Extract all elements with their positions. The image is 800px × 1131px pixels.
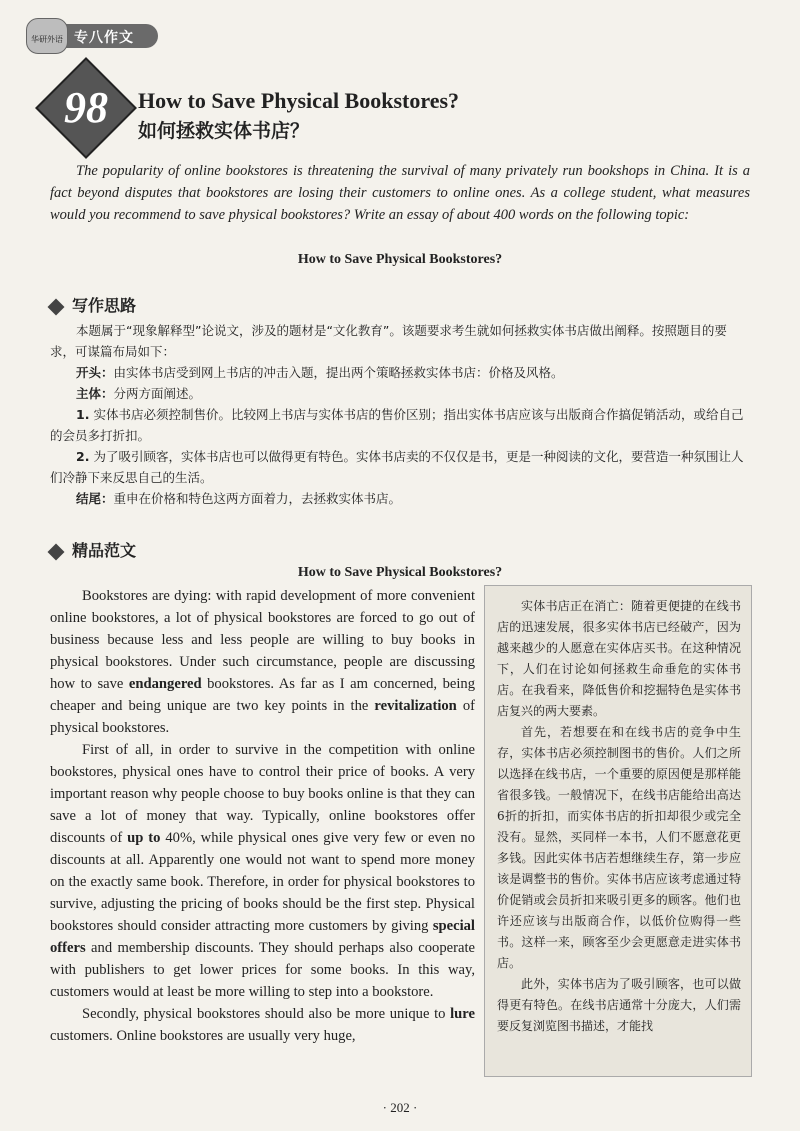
translation-text [485, 586, 751, 1037]
opening-label: 开头： [76, 365, 114, 380]
thinking-point-2 [50, 446, 750, 488]
body-text: 分两方面阐述。 [113, 386, 202, 401]
thinking-ending [50, 488, 750, 509]
thinking-body [50, 383, 750, 404]
essay-text: customers. Online bookstores are usually very huge, [50, 1028, 356, 1044]
thinking-point-1 [50, 404, 750, 446]
point1-text: 实体书店必须控制售价。比较网上书店与实体书店的售价区别；指出实体书店应该与出版商合作搞促销活动，或给自己的会员多打折扣。 [50, 407, 744, 443]
thinking-intro: 本题属于“现象解释型”论说文，涉及的题材是“文化教育”。该题要求考生就如何拯救实体书店做出阐释。按照题目的要求，可谋篇布局如下： [50, 323, 727, 359]
diamond-bullet-icon [48, 543, 65, 560]
sample-heading-text: 精品范文 [72, 541, 137, 560]
essay-prompt: The popularity of online bookstores is threatening the survival of many privately run bookshops in China. It is a fact beyond disputes that bookstores are losing their customers to online ones. As a college student, what measures would you recommend to save physical bookstores? Write an essay of about 400 words on the following topic: [50, 163, 750, 223]
vocab-highlight: up to [127, 830, 161, 846]
essay-body [50, 585, 475, 1047]
page-number: · 202 · [382, 1100, 418, 1115]
essay-paragraph-1 [50, 585, 475, 739]
thinking-section [50, 320, 750, 509]
vocab-highlight: lure [450, 1006, 475, 1022]
category-tag [30, 24, 158, 48]
essay-text: of physical bookstores. [50, 698, 475, 736]
essay-text: 40%, while physical ones give very few or even no discounts at all. Apparently one would not want to spend more money on the exactly same book. Therefore, in order for physical bookstores to survive, adjusting the pricing of books should be the first step. Physical bookstores should consider attracting more customers by giving [50, 830, 475, 934]
essay-title: How to Save Physical Bookstores? [297, 565, 503, 580]
translation-paragraph-1: 实体书店正在消亡：随着更便捷的在线书店的迅速发展，很多实体书店已经破产，因为越来越少的人愿意在实体店买书。在这种情况下，人们在讨论如何拯救生命垂危的实体书店。在我看来，降低售价和挖掘特色是实体书店复兴的两大要素。 [497, 599, 741, 718]
topic-number: 98 [64, 83, 108, 132]
essay-text: First of all, in order to survive in the competition with online bookstores, physical ones have to control their price of books. A very important reason why people choose to buy books online is that they can save a lot of money that way. Typically, online bookstores offer discounts of [50, 742, 475, 846]
translation-paragraph-2: 首先，若想要在和在线书店的竞争中生存，实体书店必须控制图书的售价。人们之所以选择在线书店，一个重要的原因便是那样能省很多钱。一般情况下，在线书店能给出高达6折的折扣，而实体书店的折扣却很少或完全没有。显然，买同样一本书，人们不愿意花更多钱。因此实体书店若想继续生存，第一步应该是调整书的售价。实体书店应该考虑通过特价促销或会员折扣来吸引更多的顾客。他们也许还应该与出版商合作，以低价位购得一些书。这样一来，顾客至少会更愿意走进实体书店。 [497, 725, 741, 970]
body-label: 主体： [76, 386, 114, 401]
ending-text: 重申在价格和特色这两方面着力，去拯救实体书店。 [113, 491, 402, 506]
essay-text: Secondly, physical bookstores should also be more unique to [82, 1006, 451, 1022]
essay-text: bookstores. As far as I am concerned, being cheaper and being unique are two key points in the [50, 676, 475, 714]
topic-title-zh: 如何拯救实体书店？ [138, 120, 310, 142]
vocab-highlight: revitalization [374, 698, 457, 714]
point1-label: 1. [76, 407, 90, 422]
thinking-heading-text: 写作思路 [72, 296, 137, 315]
publisher-logo [26, 18, 68, 54]
essay-text: and membership discounts. They should perhaps also cooperate with publishers to get lower prices for some books. In this way, customers would at least be more willing to step into a bookstore. [50, 940, 475, 1000]
translation-paragraph-3: 此外，实体书店为了吸引顾客，也可以做得更有特色。在线书店通常十分庞大，人们需要反复浏览图书描述，才能找 [497, 977, 741, 1033]
point2-text: 为了吸引顾客，实体书店也可以做得更有特色。实体书店卖的不仅仅是书，更是一种阅读的文化，要营造一种氛围让人们冷静下来反思自己的生活。 [50, 449, 744, 485]
category-label: 专八作文 [74, 30, 134, 46]
essay-paragraph-2 [50, 739, 475, 1003]
vocab-highlight: endangered [128, 676, 202, 692]
thinking-opening [50, 362, 750, 383]
diamond-bullet-icon [48, 298, 65, 315]
essay-paragraph-3 [50, 1003, 475, 1047]
prompt-topic-title: How to Save Physical Bookstores? [297, 252, 503, 267]
opening-text: 由实体书店受到网上书店的冲击入题，提出两个策略拯救实体书店：价格及风格。 [113, 365, 564, 380]
point2-label: 2. [76, 449, 90, 464]
logo-text: 华研外语 [31, 35, 63, 44]
essay-text: Bookstores are dying: with rapid development of more convenient online bookstores, a lot of physical bookstores are forced to go out of business because less and less people are willing to buy books in physical bookstores. Under such circumstance, people are discussing how to save [50, 588, 475, 692]
vocab-highlight: special offers [50, 918, 475, 956]
ending-label: 结尾： [76, 491, 114, 506]
sample-heading [50, 538, 136, 561]
translation-box [484, 585, 752, 1077]
thinking-heading [50, 293, 136, 316]
topic-title-en: How to Save Physical Bookstores? [138, 88, 460, 113]
